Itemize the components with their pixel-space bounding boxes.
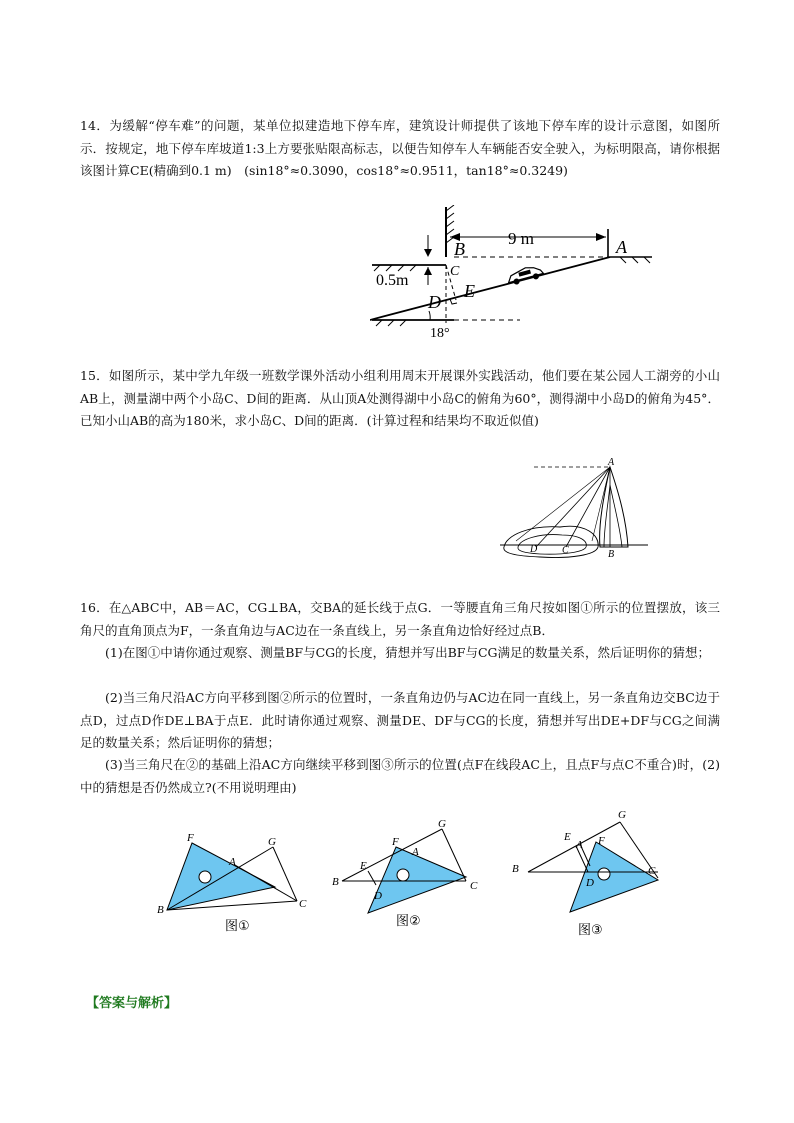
- q15-label-C: C: [562, 545, 569, 556]
- q14-label-E: E: [464, 281, 475, 301]
- fig1-label-G: G: [268, 836, 276, 848]
- q15-label-D: D: [530, 544, 538, 555]
- fig3-label-C: C: [648, 865, 656, 877]
- fig1-label-F: F: [187, 832, 194, 844]
- q14-text: 14．为缓解“停车难”的问题，某单位拟建造地下停车库，建筑设计师提供了该地下停车库的设计示意图，如图所示．按规定，地下停车库坡道1:3上方要张贴限高标志，以便告知停车人车辆能否安全驶入，为标明限高，请你根据该图计算CE(精确到0.1 m) (sin18°≈0.3090，cos18°≈0.9511，tan18°≈0.3249): [80, 118, 720, 178]
- q14-label-D: D: [428, 292, 441, 312]
- q16-part2: (2)当三角尺沿AC方向平移到图②所示的位置时，一条直角边仍与AC边在同一直线上，另一条直角边交BC边于点D，过点D作DE⊥BA于点E．此时请你通过观察、测量DE、DF与CG的长度，猜想并写出DE+DF与CG之间满足的数量关系；然后证明你的猜想；: [80, 690, 720, 750]
- answer-heading: 【答案与解析】: [86, 996, 178, 1011]
- fig2-label-E: E: [360, 860, 367, 872]
- fig3-label-A: A: [576, 839, 583, 851]
- q16-figure-3: [508, 802, 673, 942]
- fig3-caption: 图③: [578, 923, 603, 938]
- fig3-label-F: F: [598, 835, 605, 847]
- fig2-label-F: F: [392, 836, 399, 848]
- fig3-label-D: D: [586, 877, 594, 889]
- fig2-caption: 图②: [396, 914, 421, 929]
- fig3-label-B: B: [512, 863, 519, 875]
- q15-label-B: B: [608, 549, 615, 560]
- fig1-label-A: A: [229, 856, 236, 868]
- fig3-label-E: E: [564, 831, 571, 843]
- q14-height-label: 0.5m: [376, 272, 409, 289]
- fig1-label-B: B: [157, 904, 164, 916]
- q15-text: 15．如图所示，某中学九年级一班数学课外活动小组利用周末开展课外实践活动，他们要在某公园人工湖旁的小山AB上，测量湖中两个小岛C、D间的距离．从山顶A处测得湖中小岛C的俯角为60°，测得湖中小岛D的俯角为45°．已知小山AB的高为180米，求小岛C、D间的距离．(计算过程和结果均不取近似值): [80, 368, 720, 428]
- q16-part1: (1)在图①中请你通过观察、测量BF与CG的长度，猜想并写出BF与CG满足的数量关系，然后证明你的猜想；: [105, 645, 711, 660]
- q14-label-B: B: [454, 239, 465, 259]
- q14-angle-label: 18°: [430, 326, 450, 341]
- fig2-label-B: B: [332, 876, 339, 888]
- fig3-label-G: G: [618, 809, 626, 821]
- q16-intro: 16．在△ABC中，AB＝AC，CG⊥BA，交BA的延长线于点G．一等腰直角三角尺按如图①所示的位置摆放，该三角尺的直角顶点为F，一条直角边与AC边在一条直线上，另一条直角边恰好经过点B．: [80, 600, 720, 638]
- fig2-label-G: G: [438, 818, 446, 830]
- fig2-label-D: D: [374, 890, 382, 902]
- fig2-label-A: A: [412, 846, 419, 858]
- q16-figure-2: [330, 815, 490, 930]
- q14-label-A: A: [616, 237, 627, 257]
- q16-figure-1: [155, 825, 320, 940]
- fig1-caption: 图①: [225, 919, 250, 934]
- q14-figure: [370, 205, 670, 345]
- fig2-label-C: C: [470, 880, 478, 892]
- q14-label-C: C: [450, 264, 460, 279]
- q16-part3: (3)当三角尺在②的基础上沿AC方向继续平移到图③所示的位置(点F在线段AC上，且点F与点C不重合)时，(2)中的猜想是否仍然成立?(不用说明理由): [80, 757, 720, 795]
- q14-dist-label: 9 m: [508, 229, 534, 248]
- fig1-label-C: C: [299, 898, 307, 910]
- q15-figure: [500, 455, 650, 560]
- q15-label-A: A: [608, 457, 615, 468]
